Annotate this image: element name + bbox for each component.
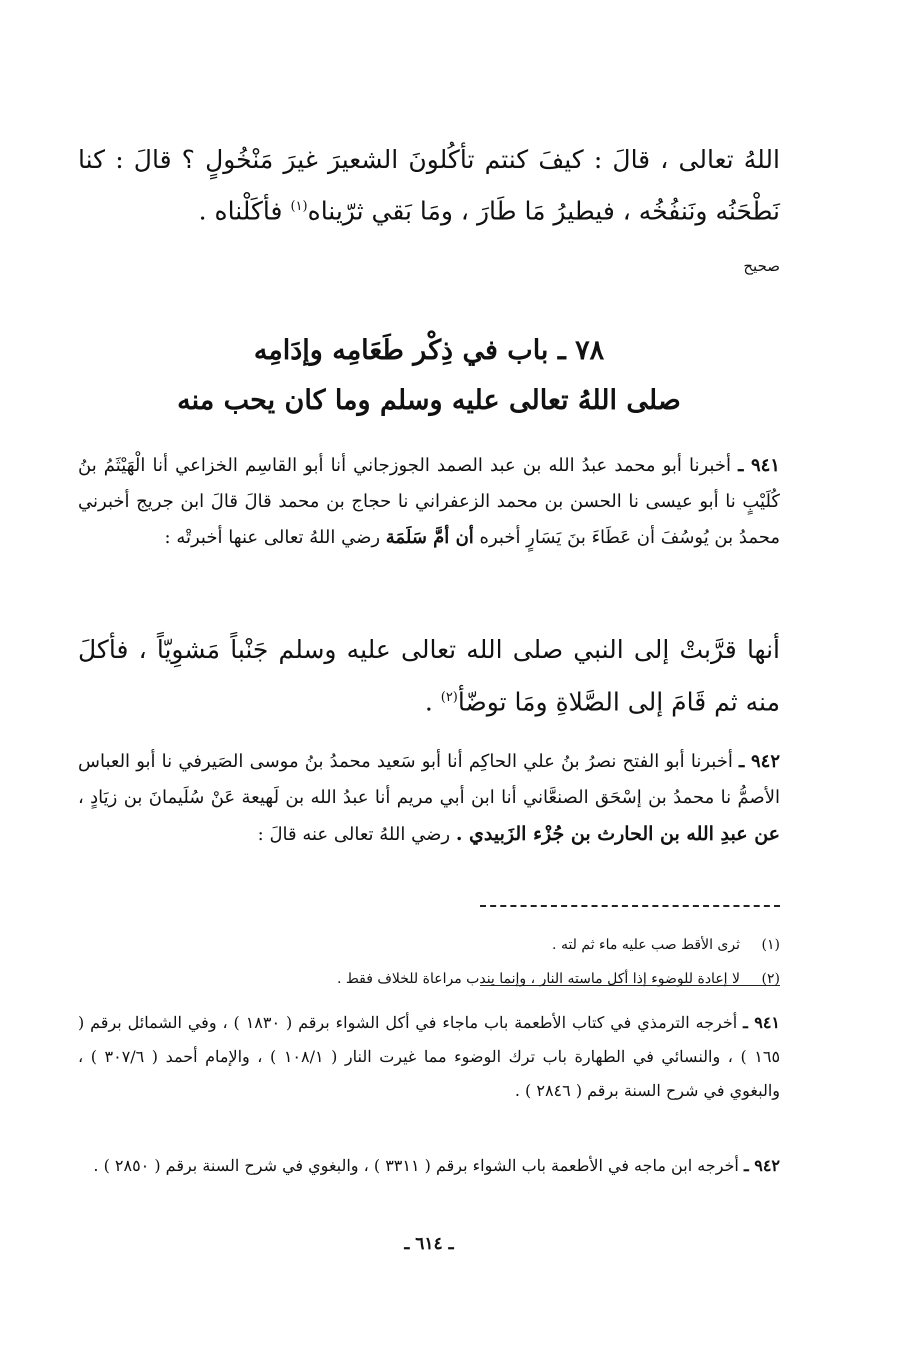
hadith-942-narrator: عن عبدِ الله بن الحارث بن جُزْء الزَبيدي .	[455, 823, 780, 845]
hadith-941-chain-end: رضي اللهُ تعالى عنها أخبرتْه :	[164, 527, 381, 548]
takhrij-941-number: ٩٤١ ـ	[743, 1013, 781, 1032]
hadith-942-chain: أخبرنا أبو الفتح نصرُ بنُ علي الحاكِم أنا أبو سَعيد محمدُ بنُ موسى الصَيرفي نا أبو العباس الأصمُّ نا محمدُ بن إسْحَق الصنعَّاني أنا ابن أبي مريم أنا عبدُ الله بن لَهيعة عَنْ سُلَيمانَ بن زيَادٍ ،	[78, 751, 780, 808]
chapter-heading	[78, 326, 780, 426]
book-page	[78, 0, 780, 1355]
hadith-941-number: ٩٤١ ـ	[738, 455, 780, 476]
hadith-941-isnad	[78, 448, 780, 556]
hadith-942-chain-end: رضي اللهُ تعالى عنه قالَ :	[257, 824, 451, 845]
hadith-continuation	[78, 136, 780, 234]
footnote-1	[78, 928, 780, 962]
footnote-separator	[480, 905, 780, 907]
footnote-ref-2: (٢)	[440, 690, 458, 705]
hadith-942-isnad	[78, 744, 780, 853]
takhrij-941-text: أخرجه الترمذي في كتاب الأطعمة باب ماجاء في أكل الشواء برقم ( ١٨٣٠ ) ، وفي الشمائل برقم ( ١٦٥ ) ، والنسائي في الطهارة باب ترك الوضوء مما غيرت النار ( ١٠٨/١ ) ، والإمام أحمد ( ٣٠٧/٦ ) ، والبغوي في شرح السنة برقم ( ٢٨٤٦ ) .	[78, 1013, 781, 1100]
page-number: ـ ٦١٤ ـ	[404, 1234, 454, 1254]
hadith-941-matn-end: .	[424, 687, 441, 717]
footnote-ref-1: (١)	[290, 199, 308, 214]
hadith-941-matn	[78, 626, 780, 726]
hadith-942-number: ٩٤٢ ـ	[739, 751, 780, 772]
footnote-1-text: ثرى الأقط صب عليه ماء ثم لته .	[552, 937, 740, 953]
takhrij-942-number: ٩٤٢ ـ	[743, 1156, 780, 1175]
takhrij-942-text: أخرجه ابن ماجه في الأطعمة باب الشواء برقم ( ٣٣١١ ) ، والبغوي في شرح السنة برقم ( ٢٨٥٠ ) .	[93, 1156, 739, 1175]
footnote-2-number: (٢)	[761, 971, 780, 987]
footnote-2-text: لا إعادة للوضوء إذا أكل ماسته النار ، وإنما يندب مراعاة للخلاف فقط .	[336, 971, 740, 987]
hadith-941-chain: أخبرنا أبو محمد عبدُ الله بن عبد الصمد الجوزجاني أنا أبو القاسِم الخزاعي أنا الْهَيْثَمُ بنُ كُلَيْبٍ نا أبو عيسى نا الحسن بن محمد الزعفراني نا حجاج بن محمد قالَ قالَ ابن جريج أخبرني محمدُ بن يُوسُفَ أن عَطَاءَ بنَ يَسَارٍ أخبره	[78, 455, 780, 548]
hadith-941-matn-text: أنها قرَّبتْ إلى النبي صلى الله تعالى عليه وسلم جَنْباً مَشوِيّاً ، فأكلَ منه ثم قَامَ إلى الصَّلاةِ ومَا توضّأ	[78, 635, 780, 717]
takhrij-942	[78, 1149, 780, 1183]
hadith-continuation-end: فأكَلْناه .	[198, 196, 291, 226]
chapter-title-line1: ٧٨ ـ باب في ذِكْر طَعَامِه وإدَامِه	[253, 335, 605, 366]
chapter-title-line2: صلى اللهُ تعالى عليه وسلم وما كان يحب منه	[177, 385, 681, 416]
footnote-2	[78, 962, 780, 996]
takhrij-941	[78, 1006, 780, 1108]
footnote-1-number: (١)	[761, 937, 780, 953]
hadith-941-narrator: أن أمَّ سَلَمَة	[385, 527, 474, 548]
hadith-continuation-text: اللهُ تعالى ، قالَ : كيفَ كنتم تأكُلونَ الشعيرَ غيرَ مَنْخُولٍ ؟ قالَ : كنا نَطْحَنُه ونَنفُخُه ، فيطيرُ مَا طَارَ ، ومَا بَقي ثرّيناه	[78, 145, 780, 226]
hadith-grade: صحيح	[743, 257, 780, 275]
takhrij-separator	[480, 985, 780, 986]
